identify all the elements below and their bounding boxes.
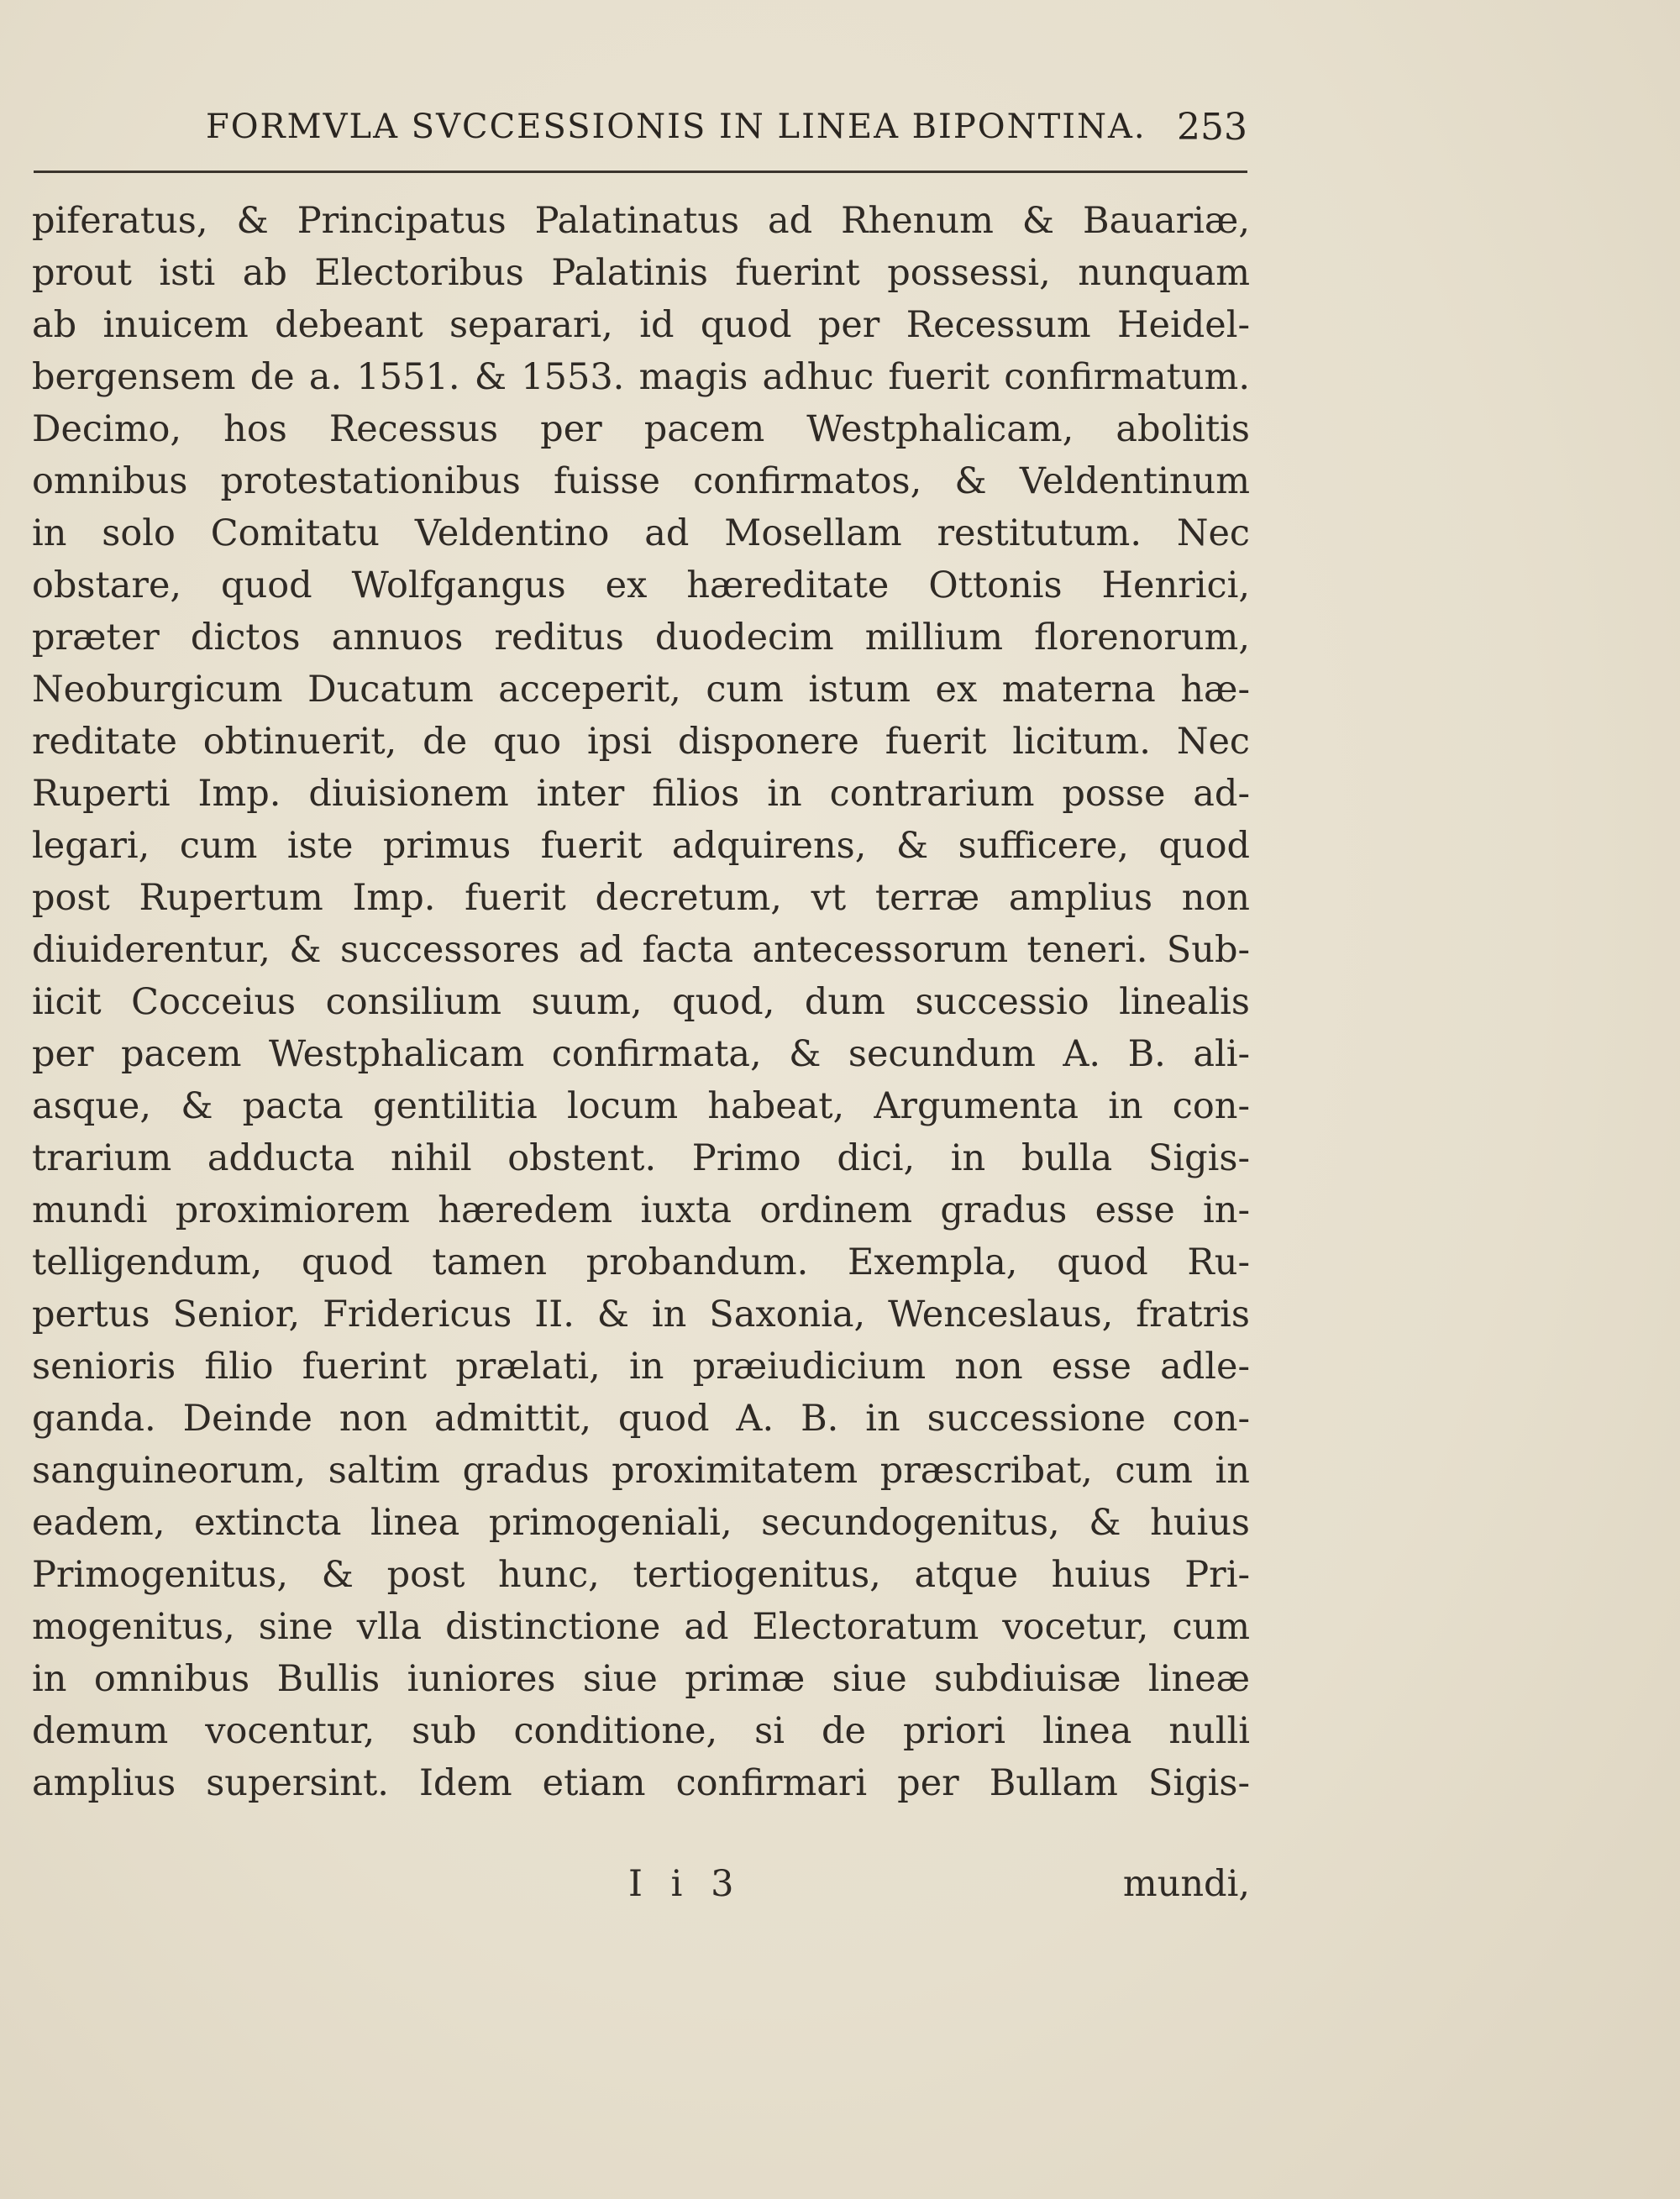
header-rule xyxy=(34,171,1247,173)
text-line: mundi proximiorem hæredem iuxta ordinem gradus esse in- xyxy=(32,1189,1250,1231)
text-line: Primogenitus, & post hunc, tertiogenitus, atque huius Pri- xyxy=(32,1554,1250,1596)
body-text xyxy=(32,195,1250,1809)
text-line: Ruperti Imp. diuisionem inter filios in contrarium posse ad- xyxy=(32,773,1250,815)
catchword: mundi, xyxy=(1122,1863,1250,1905)
text-line: legari, cum iste primus fuerit adquirens, & sufficere, quod xyxy=(32,825,1250,867)
running-head xyxy=(34,99,1247,158)
text-line: prout isti ab Electoribus Palatinis fuerint possessi, nunquam xyxy=(32,252,1250,294)
text-line: bergensem de a. 1551. & 1553. magis adhuc fuerit confirmatum. xyxy=(32,356,1250,398)
page-number: 253 xyxy=(1177,106,1247,149)
page-footer xyxy=(32,1863,1250,1922)
text-line: diuiderentur, & successores ad facta antecessorum teneri. Sub- xyxy=(32,929,1250,971)
text-line: Decimo, hos Recessus per pacem Westphalicam, abolitis xyxy=(32,408,1250,450)
text-line: senioris filio fuerint prælati, in præiudicium non esse adle- xyxy=(32,1346,1250,1388)
running-title: FORMVLA SVCCESSIONIS IN LINEA BIPONTINA. xyxy=(206,108,1147,146)
text-line: mogenitus, sine vlla distinctione ad Electoratum vocetur, cum xyxy=(32,1606,1250,1648)
text-line: omnibus protestationibus fuisse confirmatos, & Veldentinum xyxy=(32,460,1250,502)
text-line: præter dictos annuos reditus duodecim millium florenorum, xyxy=(32,617,1250,659)
text-line: in omnibus Bullis iuniores siue primæ siue subdiuisæ lineæ xyxy=(32,1658,1250,1700)
text-line: pertus Senior, Fridericus II. & in Saxonia, Wenceslaus, fratris xyxy=(32,1294,1250,1336)
text-line: trarium adducta nihil obstent. Primo dici, in bulla Sigis- xyxy=(32,1137,1250,1179)
text-line: obstare, quod Wolfgangus ex hæreditate Ottonis Henrici, xyxy=(32,564,1250,606)
signature-mark: I i 3 xyxy=(628,1863,743,1905)
text-line: post Rupertum Imp. fuerit decretum, vt terræ amplius non xyxy=(32,877,1250,919)
text-line: iicit Cocceius consilium suum, quod, dum successio linealis xyxy=(32,981,1250,1023)
text-line: telligendum, quod tamen probandum. Exempla, quod Ru- xyxy=(32,1241,1250,1283)
text-line: amplius supersint. Idem etiam confirmari per Bullam Sigis- xyxy=(32,1762,1250,1804)
text-line: Neoburgicum Ducatum acceperit, cum istum ex materna hæ- xyxy=(32,669,1250,711)
text-line: demum vocentur, sub conditione, si de priori linea nulli xyxy=(32,1710,1250,1752)
text-line: reditate obtinuerit, de quo ipsi disponere fuerit licitum. Nec xyxy=(32,721,1250,763)
text-line: sanguineorum, saltim gradus proximitatem præscribat, cum in xyxy=(32,1450,1250,1492)
text-line: ganda. Deinde non admittit, quod A. B. in successione con- xyxy=(32,1398,1250,1440)
text-line: eadem, extincta linea primogeniali, secundogenitus, & huius xyxy=(32,1502,1250,1544)
text-line: per pacem Westphalicam confirmata, & secundum A. B. ali- xyxy=(32,1033,1250,1075)
text-line: in solo Comitatu Veldentino ad Mosellam restitutum. Nec xyxy=(32,512,1250,554)
text-line: asque, & pacta gentilitia locum habeat, Argumenta in con- xyxy=(32,1085,1250,1127)
text-line: piferatus, & Principatus Palatinatus ad Rhenum & Bauariæ, xyxy=(32,200,1250,242)
text-line: ab inuicem debeant separari, id quod per Recessum Heidel- xyxy=(32,304,1250,346)
